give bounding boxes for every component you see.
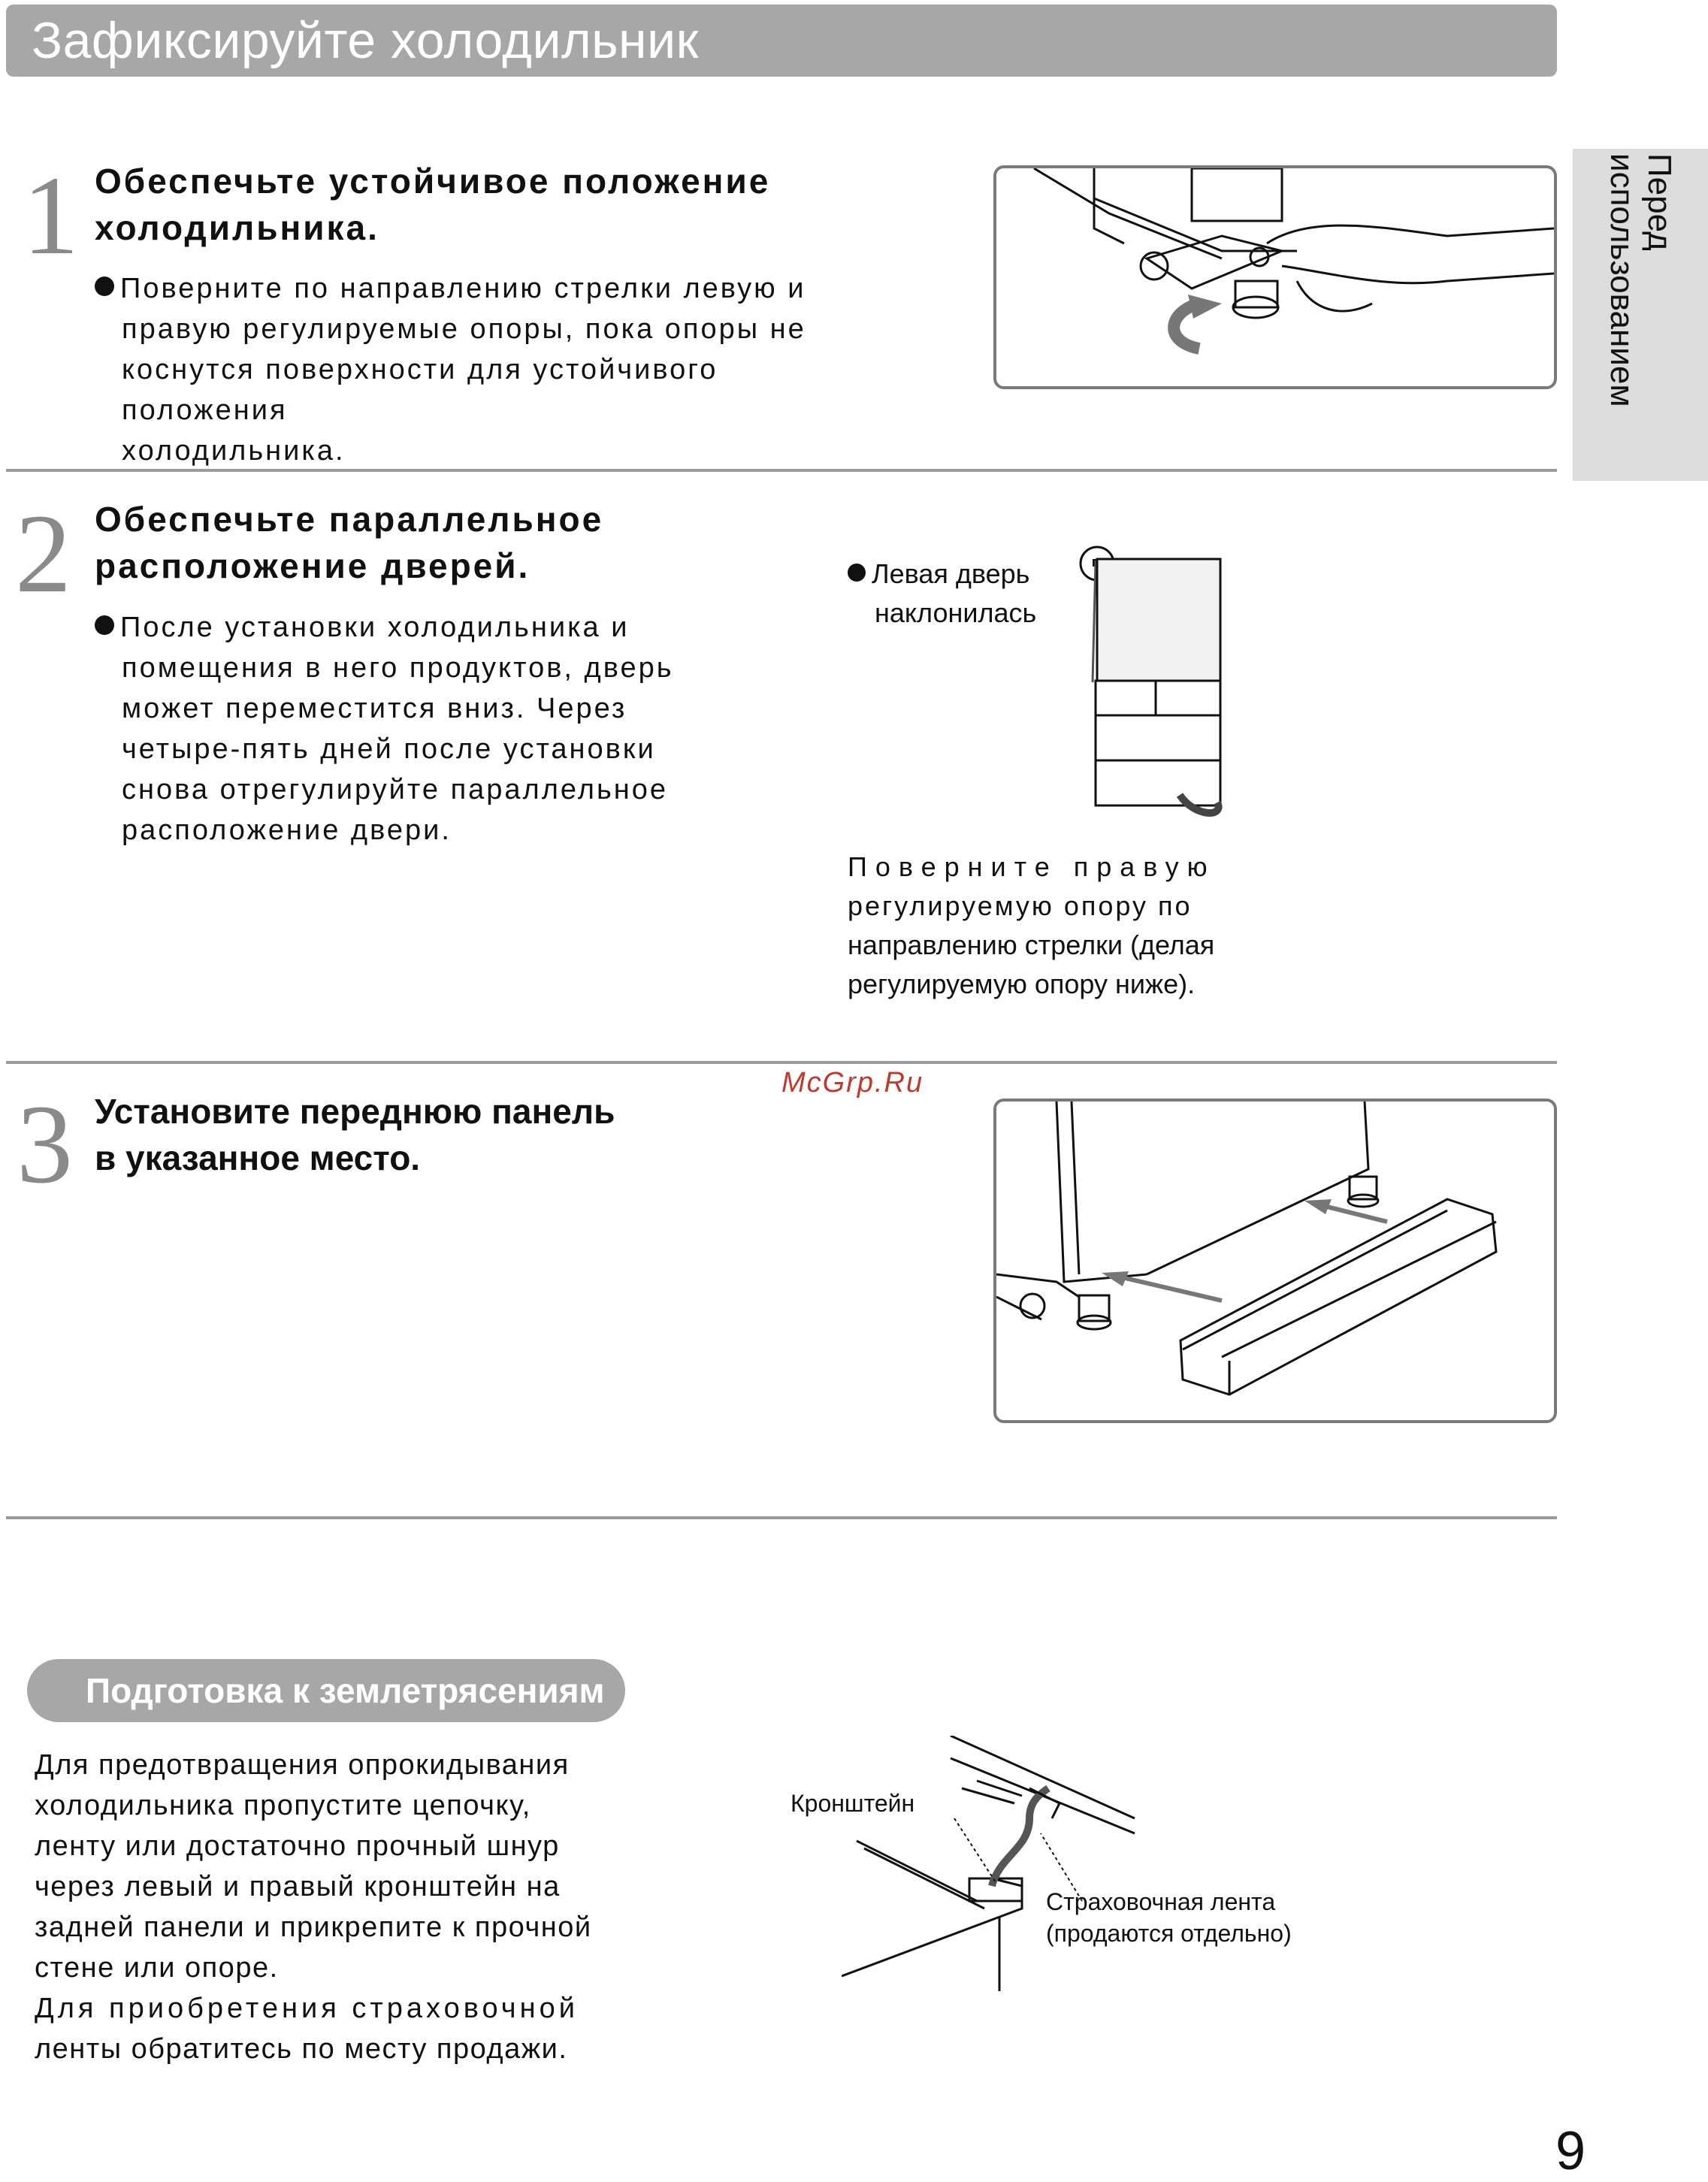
figure-2-caption-line: регулируемую опору по — [848, 890, 1193, 921]
bullet-icon — [95, 615, 114, 635]
belt-label-line: (продаются отдельно) — [1046, 1920, 1292, 1947]
fridge-front-illustration — [1067, 539, 1232, 825]
step-2-body-line: четыре-пять дней после установки — [122, 733, 656, 765]
step-2-title — [95, 496, 603, 589]
step-1-body — [95, 268, 884, 471]
page-number: 9 — [1555, 2121, 1586, 2181]
figure-front-panel — [993, 1099, 1557, 1423]
earthquake-body — [35, 1745, 592, 2069]
earthquake-body-line: через левый и правый кронштейн на — [35, 1871, 561, 1902]
step-2-title-line: расположение дверей. — [95, 546, 531, 585]
foot-adjust-illustration — [996, 168, 1554, 386]
step-2-body — [95, 607, 711, 851]
figure-2-caption-line: регулируемую опору ниже). — [848, 969, 1196, 999]
step-1-body-line: Поверните по направлению стрелки левую и — [120, 273, 806, 304]
step-2-body-line: помещения в него продуктов, дверь — [122, 652, 674, 684]
step-2-body-line: После установки холодильника и — [120, 612, 630, 643]
figure-2-caption-line: Поверните правую — [848, 851, 1216, 882]
step-1-title-line: Обеспечьте устойчивое положение — [95, 162, 771, 201]
step-2-number: 2 — [15, 491, 71, 616]
earthquake-body-line: ленту или достаточно прочный шнур — [35, 1830, 560, 1862]
front-panel-illustration — [996, 1102, 1554, 1420]
step-2-title-line: Обеспечьте параллельное — [95, 500, 604, 539]
page-title: Зафиксируйте холодильник — [32, 12, 699, 69]
step-3-title-line: Установите переднюю панель — [95, 1092, 615, 1131]
earthquake-body-line: задней панели и прикрепите к прочной — [35, 1912, 592, 1943]
safety-belt-illustration — [842, 1736, 1157, 1991]
step-1-title — [95, 158, 770, 251]
earthquake-body-line: Для предотвращения опрокидывания — [35, 1749, 570, 1781]
step-3-number: 3 — [17, 1082, 73, 1207]
figure-2-label-line: наклонилась — [875, 597, 1037, 628]
earthquake-body-line: стене или опоре. — [35, 1952, 279, 1984]
figure-foot-adjust — [993, 165, 1557, 389]
step-1-body-line: коснутся поверхности для устойчивого положения — [122, 354, 718, 426]
section-divider — [6, 1061, 1557, 1064]
earthquake-body-line: Для приобретения страховочной — [35, 1993, 579, 2024]
step-1-body-line: правую регулируемые опоры, пока опоры не — [122, 313, 806, 345]
figure-2-caption-line: направлению стрелки (делая — [848, 929, 1215, 960]
step-2-body-line: может переместится вниз. Через — [122, 693, 627, 724]
earthquake-body-line: холодильника пропустите цепочку, — [35, 1790, 531, 1821]
bullet-icon — [848, 564, 866, 582]
step-2-body-line: расположение двери. — [122, 814, 452, 846]
figure-2-label — [848, 555, 1036, 633]
figure-2-label-line: Левая дверь — [872, 558, 1030, 589]
step-1-body-line: холодильника. — [122, 435, 346, 467]
belt-label-line: Страховочная лента — [1046, 1888, 1276, 1915]
section-divider — [6, 1516, 1557, 1519]
earthquake-heading: Подготовка к землетрясениям — [86, 1671, 605, 1710]
watermark: McGrp.Ru — [781, 1067, 924, 1099]
step-3-title-line: в указанное место. — [95, 1138, 421, 1177]
step-1-number: 1 — [23, 153, 79, 278]
side-tab-label: Перед использованием — [1604, 153, 1678, 407]
step-3-title — [95, 1088, 615, 1181]
earthquake-body-line: ленты обратитесь по месту продажи. — [35, 2033, 568, 2065]
bullet-icon — [95, 277, 114, 296]
bracket-label: Кронштейн — [791, 1790, 915, 1817]
figure-2-caption — [848, 848, 1216, 1004]
section-divider — [6, 469, 1557, 472]
step-2-body-line: снова отрегулируйте параллельное — [122, 774, 668, 805]
step-1-title-line: холодильника. — [95, 208, 379, 247]
